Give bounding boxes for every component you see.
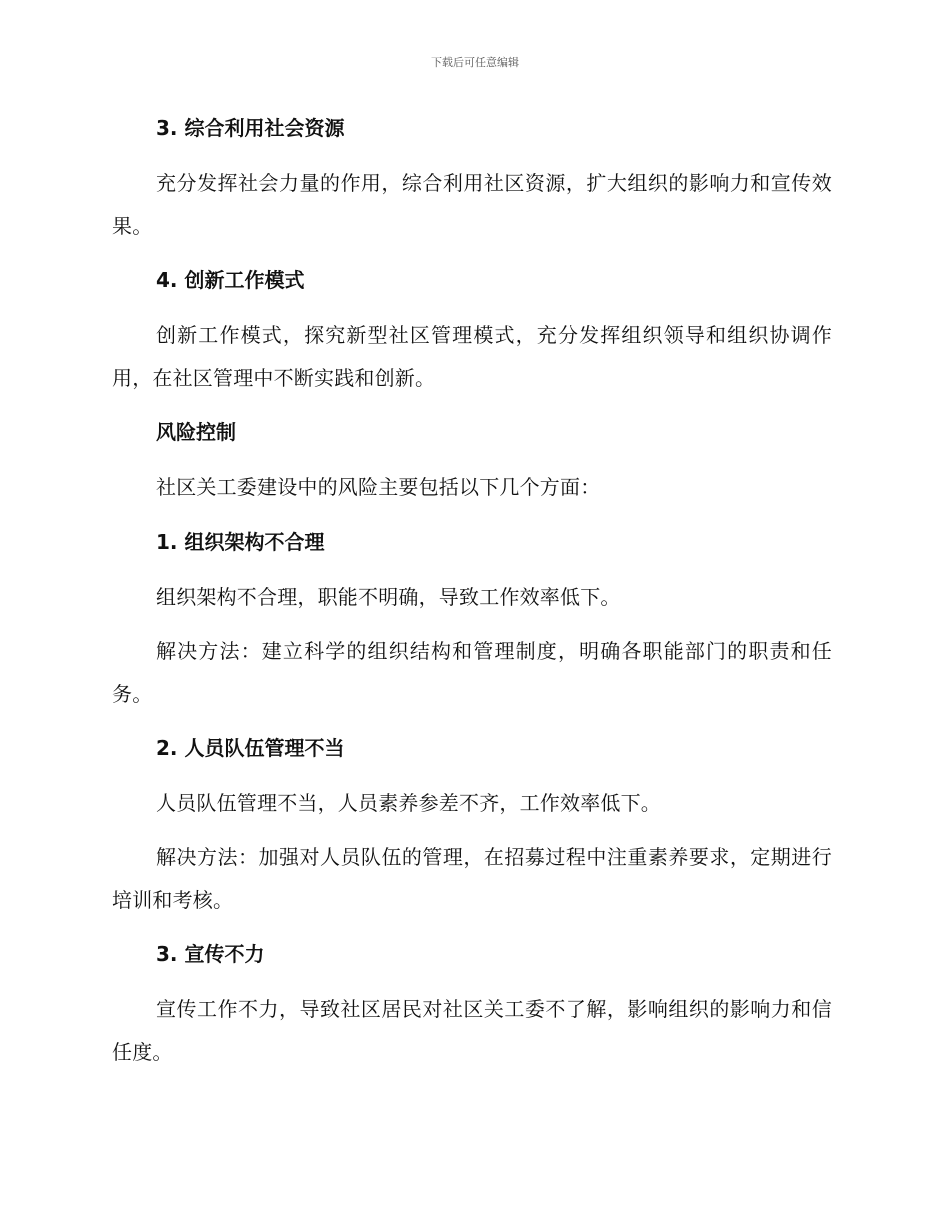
section-heading: 2. 人员队伍管理不当 [156,736,345,760]
section-heading: 3. 综合利用社会资源 [156,116,345,140]
section-heading: 3. 宣传不力 [156,942,265,966]
paragraph: 人员队伍管理不当，人员素养参差不齐，工作效率低下。 [156,791,661,815]
section-heading: 1. 组织架构不合理 [156,530,325,554]
section-heading: 4. 创新工作模式 [156,268,305,292]
paragraph: 充分发挥社会力量的作用，综合利用社区资源，扩大组织的影响力和宣传效果。 [112,171,832,238]
paragraph: 宣传工作不力，导致社区居民对社区关工委不了解，影响组织的影响力和信任度。 [112,997,832,1064]
paragraph: 组织架构不合理，职能不明确，导致工作效率低下。 [156,585,621,609]
paragraph: 社区关工委建设中的风险主要包括以下几个方面： [156,475,601,499]
paragraph: 解决方法：加强对人员队伍的管理，在招募过程中注重素养要求，定期进行培训和考核。 [112,845,832,912]
section-heading: 风险控制 [156,420,236,444]
page-header: 下载后可任意编辑 [431,56,519,69]
paragraph: 解决方法：建立科学的组织结构和管理制度，明确各职能部门的职责和任务。 [112,639,832,706]
paragraph: 创新工作模式，探究新型社区管理模式，充分发挥组织领导和组织协调作用，在社区管理中不断实践和创新。 [112,323,832,390]
